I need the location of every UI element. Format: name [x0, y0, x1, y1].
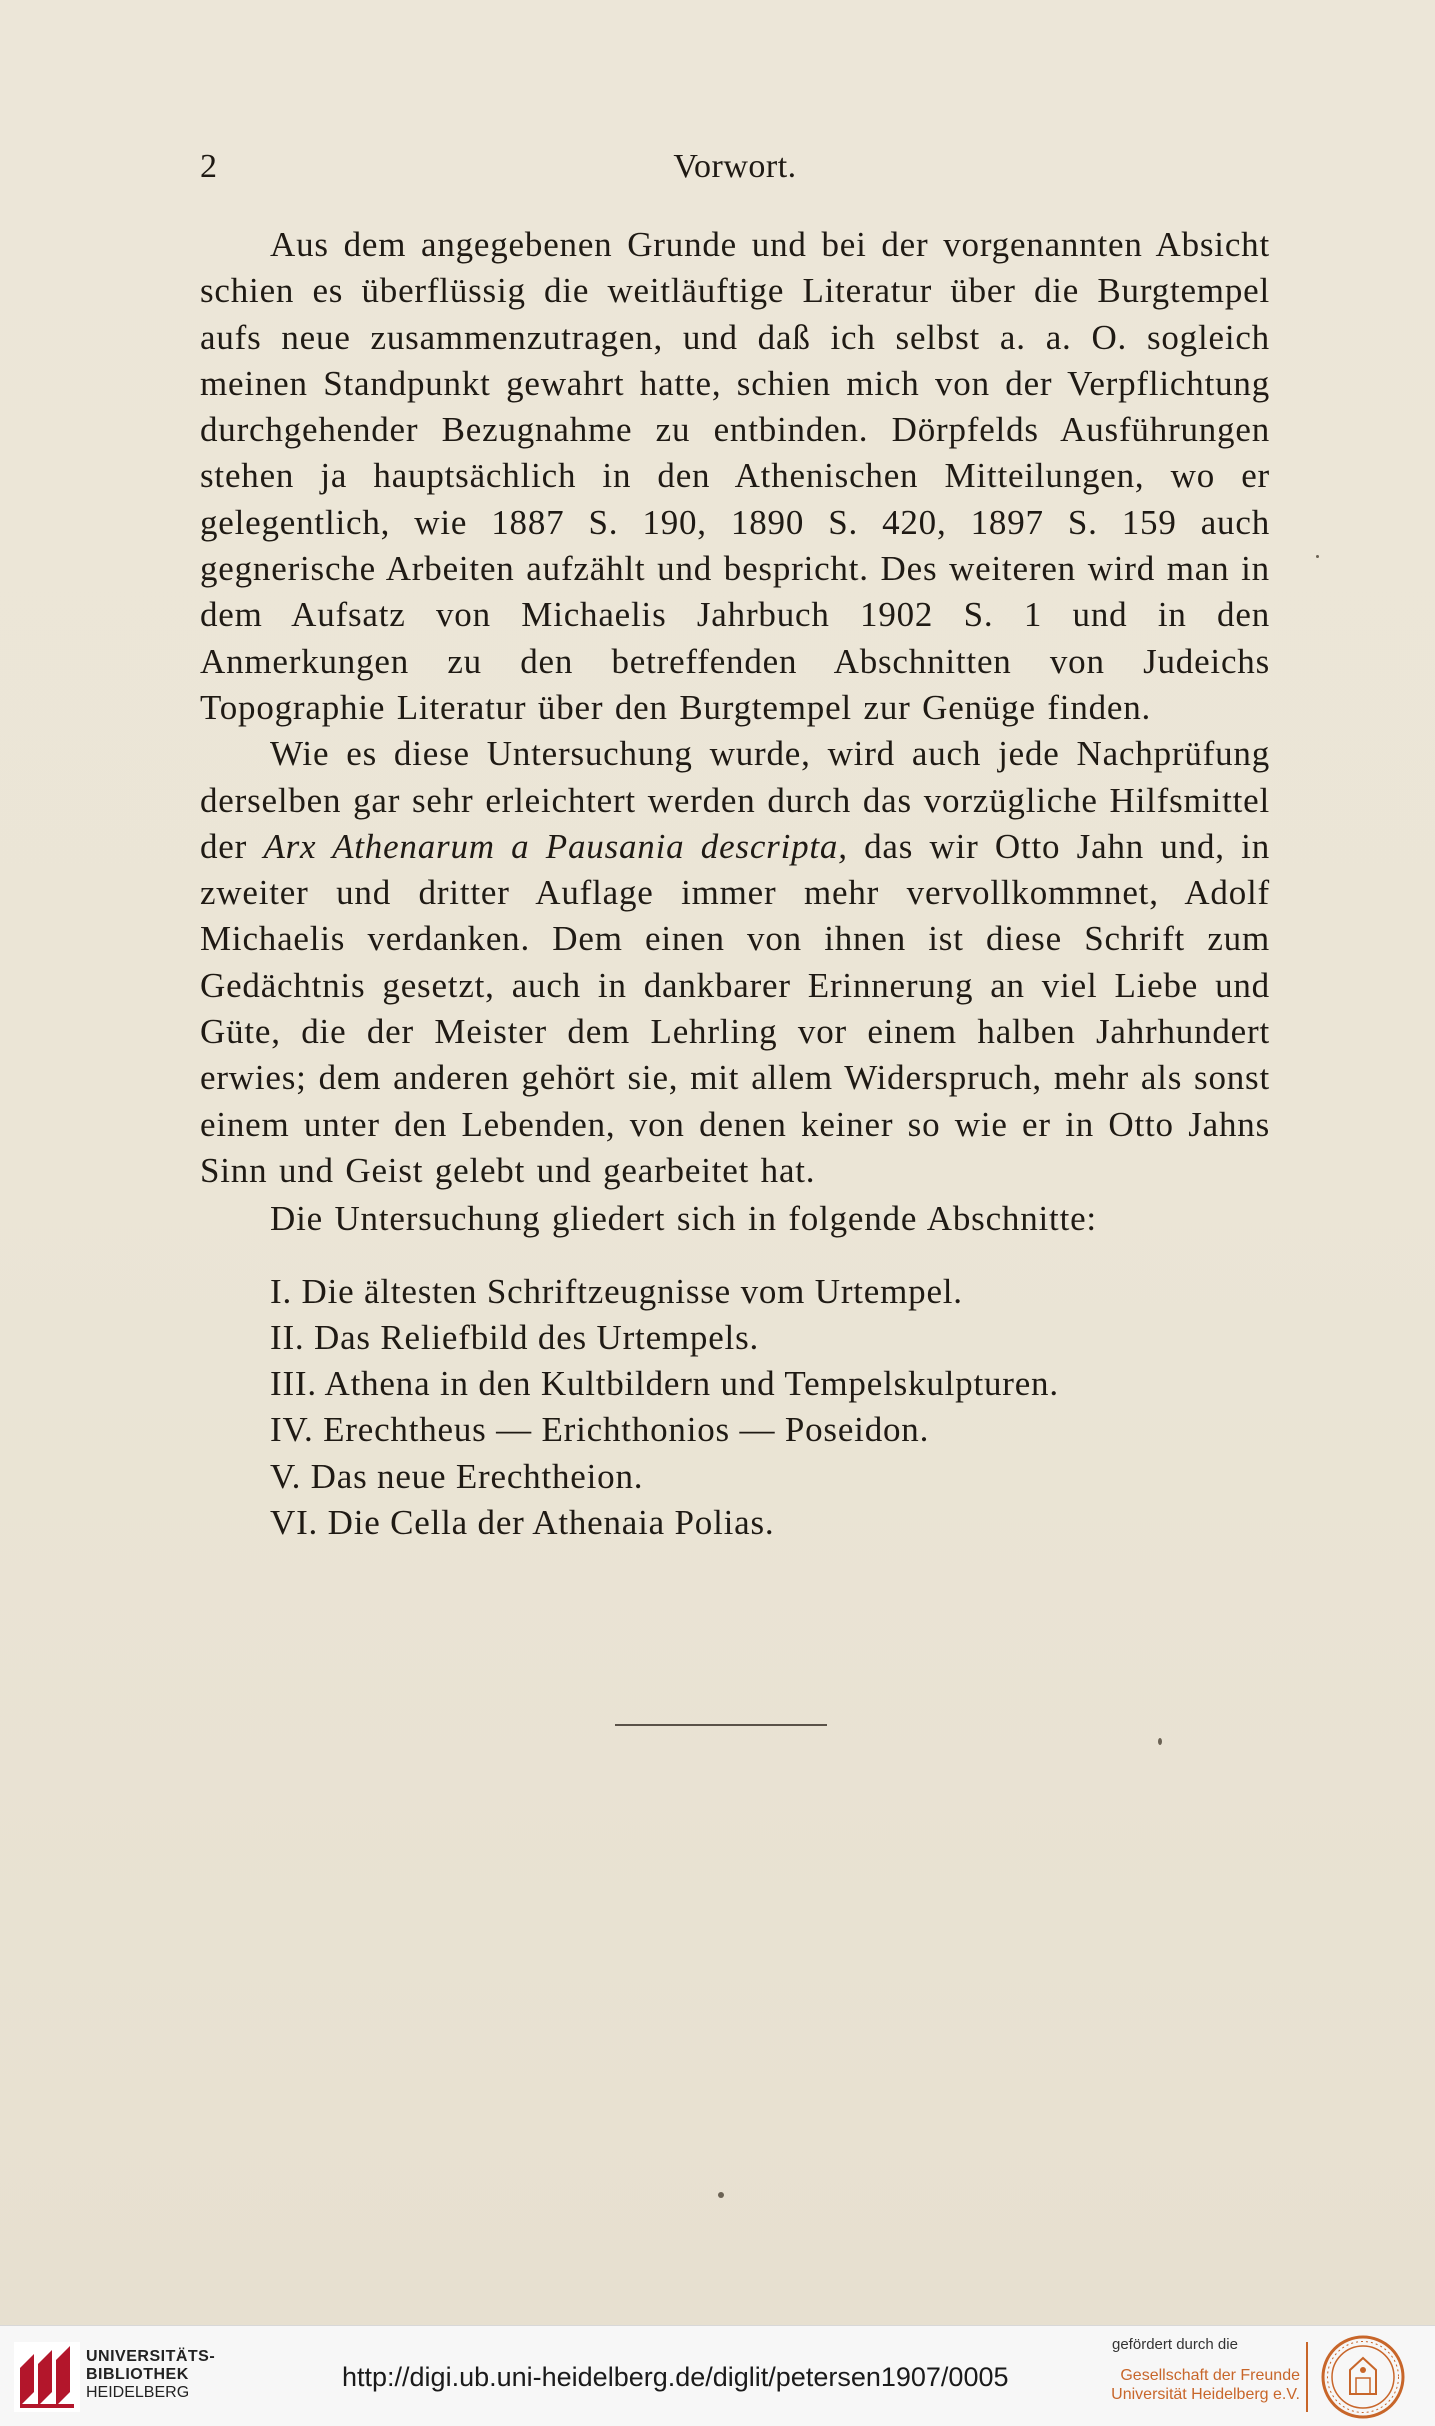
- library-name-line: BIBLIOTHEK: [86, 2366, 189, 2383]
- society-name-line: Gesellschaft der Freunde: [1120, 2367, 1300, 2384]
- toc-item: I. Die ältesten Schriftzeugnisse vom Urtempel.: [270, 1271, 963, 1311]
- sponsor-divider: [1306, 2342, 1308, 2412]
- society-name: [1111, 2366, 1300, 2404]
- paragraph-literature: Aus dem angegebenen Grunde und bei der vorgenannten Absicht schien es überflüssig die weitläuftige Literatur über die Burgtempel aufs neue zusammenzutragen, und daß ich selbst a. a. O. sogleich meinen Standpunkt gewahrt hatte, schien mich von der Verpflichtung durchgehender Bezugnahme zu entbinden. Dörpfelds Ausführungen stehen ja hauptsächlich in den Athenischen Mitteilungen, wo er gelegentlich, wie 1887 S. 190, 1890 S. 420, 1897 S. 159 auch gegnerische Arbeiten aufzählt und bespricht. Des weiteren wird man in dem Aufsatz von Michaelis Jahrbuch 1902 S. 1 und in den Anmerkungen zu den betreffenden Abschnitten von Judeichs Topographie Literatur über den Burgtempel zur Genüge finden.: [200, 225, 1270, 727]
- running-head: [200, 148, 1270, 192]
- library-logo-icon: [12, 2340, 82, 2414]
- ink-speck: [718, 2192, 724, 2198]
- society-name-line: Universität Heidelberg e.V.: [1111, 2386, 1300, 2403]
- university-seal-icon: [1320, 2334, 1406, 2420]
- closing-rule: [615, 1724, 827, 1726]
- library-name-line: HEIDELBERG: [86, 2384, 190, 2401]
- paragraph-dedication: [200, 731, 1270, 1194]
- book-title: Arx Athenarum a Pausania descripta,: [263, 826, 848, 866]
- toc-item: VI. Die Cella der Athenaia Polias.: [270, 1503, 775, 1543]
- toc-item: IV. Erechtheus — Erichthonios — Poseidon.: [270, 1410, 930, 1450]
- toc-item: II. Das Reliefbild des Urtempels.: [270, 1317, 760, 1357]
- running-title: Vorwort.: [673, 148, 797, 185]
- footer-bar: [0, 2325, 1435, 2426]
- table-of-contents: [200, 1269, 1270, 1547]
- funded-by-label: gefördert durch die: [1112, 2336, 1238, 2353]
- ink-speck: [1158, 1738, 1162, 1745]
- library-name: [86, 2348, 215, 2402]
- body-text: [200, 222, 1270, 1546]
- paragraph-dedication-start: Wie es diese Untersuchung wurde, wird auch jede Nachprüfung derselben gar sehr erleichtert werden durch das vorzügliche Hilfsmittel der: [200, 734, 1270, 866]
- toc-item: III. Athena in den Kultbildern und Tempelskulpturen.: [270, 1364, 1059, 1404]
- sponsor-block: [1040, 2326, 1300, 2426]
- toc-item: V. Das neue Erechtheion.: [270, 1456, 644, 1496]
- toc-intro: Die Untersuchung gliedert sich in folgende Abschnitte:: [270, 1199, 1097, 1239]
- library-name-line: UNIVERSITÄTS-: [86, 2348, 216, 2365]
- paragraph-dedication-end: das wir Otto Jahn und, in zweiter und dritter Auflage immer mehr vervollkommnet, Adolf Michaelis verdanken. Dem einen von ihnen ist diese Schrift zum Gedächtnis gesetzt, auch in dankbarer Erinnerung an viel Liebe und Güte, die der Meister dem Lehrling vor einem halben Jahrhundert erwies; dem anderen gehört sie, mit allem Widerspruch, mehr als sonst einem unter den Lebenden, von denen keiner so wie er in Otto Jahns Sinn und Geist gelebt und gearbeitet hat.: [200, 826, 1271, 1190]
- page-number: 2: [200, 148, 217, 185]
- ink-speck: [1316, 555, 1319, 558]
- permalink[interactable]: http://digi.ub.uni-heidelberg.de/diglit/petersen1907/0005: [342, 2362, 1009, 2392]
